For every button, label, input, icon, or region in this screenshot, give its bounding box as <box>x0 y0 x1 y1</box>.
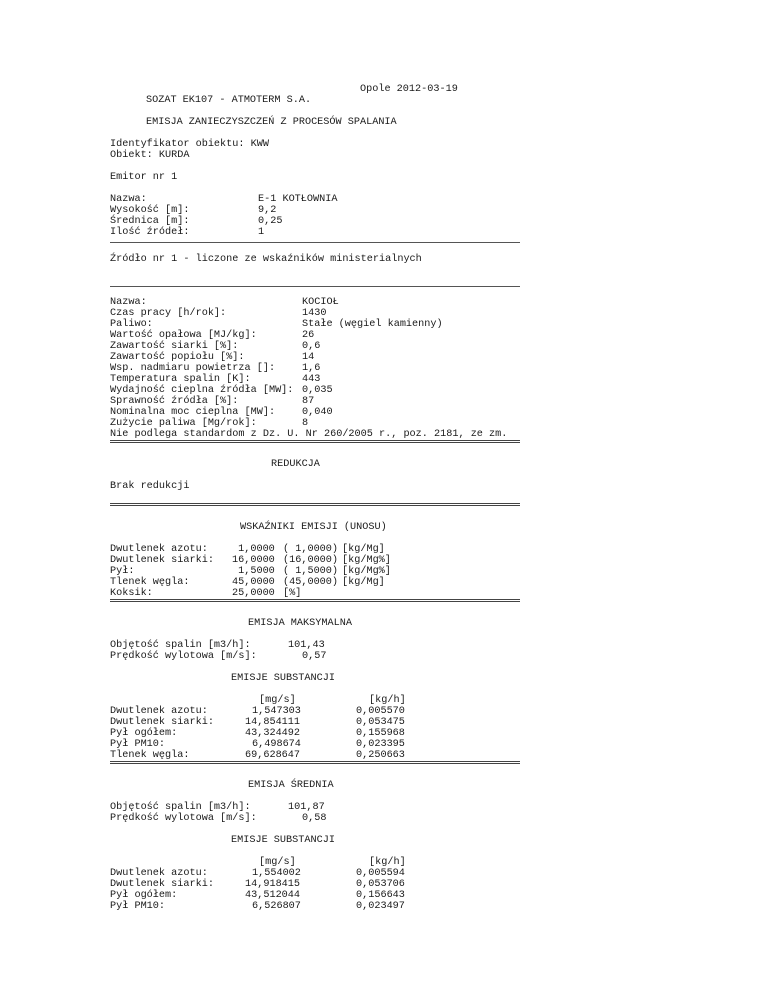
max-unit-mg: [mg/s] <box>259 695 296 706</box>
max-substance-label: Pył ogółem: <box>110 728 178 739</box>
source-value: 87 <box>302 396 315 407</box>
avg-unit-mg: [mg/s] <box>259 857 296 868</box>
avg-substance-label: Pył PM10: <box>110 901 166 912</box>
avg-unit-kg: [kg/h] <box>369 857 406 868</box>
avg-emission-value: 101,87 <box>288 802 325 813</box>
emitter-value: 0,25 <box>258 216 283 227</box>
emitter-label: Ilość źródeł: <box>110 227 190 238</box>
source-value: 8 <box>302 418 309 429</box>
max-substance-kg: 0,250663 <box>356 750 405 761</box>
source-label: Czas pracy [h/rok]: <box>110 308 227 319</box>
indicator-unit: [kg/Mg] <box>342 544 385 555</box>
avg-substance-kg: 0,053706 <box>356 879 405 890</box>
double-divider <box>110 599 520 602</box>
indicator-value: 16,0000 <box>232 555 275 566</box>
object-name: Obiekt: KURDA <box>110 150 190 161</box>
indicator-paren: ( 1,5000) <box>283 566 339 577</box>
avg-substance-label: Dwutlenek azotu: <box>110 868 208 879</box>
source-label: Wsp. nadmiaru powietrza []: <box>110 363 276 374</box>
indicator-unit: [kg/Mg%] <box>342 555 391 566</box>
max-emission-heading: EMISJA MAKSYMALNA <box>248 618 352 629</box>
max-substance-kg: 0,155968 <box>356 728 405 739</box>
max-substance-label: Tlenek węgla: <box>110 750 190 761</box>
source-value: 1,6 <box>302 363 321 374</box>
source-label: Zawartość popiołu [%]: <box>110 352 245 363</box>
max-substance-kg: 0,005570 <box>356 706 405 717</box>
max-substance-mg: 6,498674 <box>252 739 301 750</box>
avg-emission-heading: EMISJA ŚREDNIA <box>248 780 334 791</box>
emitter-label: Nazwa: <box>110 194 147 205</box>
indicator-label: Dwutlenek siarki: <box>110 555 214 566</box>
source-label: Wydajność cieplna źródła [MW]: <box>110 385 294 396</box>
source-value: 0,040 <box>302 407 333 418</box>
indicator-paren: (45,0000) <box>283 577 339 588</box>
avg-substance-mg: 43,512044 <box>245 890 301 901</box>
source-value: 14 <box>302 352 315 363</box>
source-value: 26 <box>302 330 315 341</box>
max-emission-label: Prędkość wylotowa [m/s]: <box>110 651 257 662</box>
indicator-value: 1,5000 <box>232 566 275 577</box>
max-substance-mg: 14,854111 <box>245 717 301 728</box>
double-divider <box>110 761 520 764</box>
indicator-value: 25,0000 <box>232 588 275 599</box>
emitter-value: 1 <box>258 227 265 238</box>
avg-substance-label: Dwutlenek siarki: <box>110 879 214 890</box>
source-value: 443 <box>302 374 321 385</box>
avg-substance-label: Pył ogółem: <box>110 890 178 901</box>
max-emission-value: 101,43 <box>288 640 325 651</box>
avg-substances-heading: EMISJE SUBSTANCJI <box>231 835 335 846</box>
max-substance-mg: 43,324492 <box>245 728 301 739</box>
avg-emission-value: 0,58 <box>302 813 327 824</box>
source-label: Nominalna moc cieplna [MW]: <box>110 407 276 418</box>
max-substance-kg: 0,053475 <box>356 717 405 728</box>
emitter-heading: Emitor nr 1 <box>110 172 178 183</box>
indicators-heading: WSKAŹNIKI EMISJI (UNOSU) <box>240 522 387 533</box>
double-divider <box>110 503 520 506</box>
max-substances-heading: EMISJE SUBSTANCJI <box>231 673 335 684</box>
indicator-paren: (16,0000) <box>283 555 339 566</box>
max-emission-label: Objętość spalin [m3/h]: <box>110 640 251 651</box>
indicator-label: Koksik: <box>110 588 153 599</box>
source-label: Nazwa: <box>110 297 147 308</box>
max-unit-kg: [kg/h] <box>369 695 406 706</box>
double-divider <box>110 440 520 443</box>
source-value: 1430 <box>302 308 327 319</box>
max-substance-label: Dwutlenek azotu: <box>110 706 208 717</box>
max-substance-mg: 69,628647 <box>245 750 301 761</box>
object-identifier: Identyfikator obiektu: KWW <box>110 139 269 150</box>
indicator-unit: [kg/Mg] <box>342 577 385 588</box>
emitter-value: 9,2 <box>258 205 277 216</box>
indicator-value: 1,0000 <box>232 544 275 555</box>
source-label: Temperatura spalin [K]: <box>110 374 251 385</box>
avg-substance-mg: 6,526807 <box>252 901 301 912</box>
max-substance-label: Pył PM10: <box>110 739 166 750</box>
avg-emission-label: Prędkość wylotowa [m/s]: <box>110 813 257 824</box>
emitter-label: Wysokość [m]: <box>110 205 190 216</box>
reduction-text: Brak redukcji <box>110 481 190 492</box>
indicator-unit: [%] <box>283 588 302 599</box>
avg-substance-kg: 0,005594 <box>356 868 405 879</box>
avg-substance-mg: 14,918415 <box>245 879 301 890</box>
source-label: Zawartość siarki [%]: <box>110 341 239 352</box>
indicator-paren: ( 1,0000) <box>283 544 339 555</box>
source-heading: Źródło nr 1 - liczone ze wskaźników ministerialnych <box>110 254 422 265</box>
report-title: EMISJA ZANIECZYSZCZEŃ Z PROCESÓW SPALANIA <box>146 117 397 128</box>
max-substance-mg: 1,547303 <box>252 706 301 717</box>
max-substance-kg: 0,023395 <box>356 739 405 750</box>
indicator-label: Pył: <box>110 566 135 577</box>
avg-emission-label: Objętość spalin [m3/h]: <box>110 802 251 813</box>
divider <box>110 242 520 243</box>
source-label: Wartość opałowa [MJ/kg]: <box>110 330 257 341</box>
max-emission-value: 0,57 <box>302 651 327 662</box>
standards-note: Nie podlega standardom z Dz. U. Nr 260/2005 r., poz. 2181, ze zm. <box>110 429 508 440</box>
source-label: Sprawność źródła [%]: <box>110 396 239 407</box>
indicator-value: 45,0000 <box>232 577 275 588</box>
indicator-label: Dwutlenek azotu: <box>110 544 208 555</box>
emitter-value: E-1 KOTŁOWNIA <box>258 194 338 205</box>
source-value: KOCIOŁ <box>302 297 339 308</box>
report-date: Opole 2012-03-19 <box>360 84 458 95</box>
avg-substance-mg: 1,554002 <box>252 868 301 879</box>
divider <box>110 286 520 287</box>
reduction-heading: REDUKCJA <box>271 459 320 470</box>
company-name: SOZAT EK107 - ATMOTERM S.A. <box>146 95 312 106</box>
source-value: Stałe (węgiel kamienny) <box>302 319 443 330</box>
emitter-label: Średnica [m]: <box>110 216 190 227</box>
source-label: Zużycie paliwa [Mg/rok]: <box>110 418 257 429</box>
indicator-label: Tlenek węgla: <box>110 577 190 588</box>
source-label: Paliwo: <box>110 319 153 330</box>
avg-substance-kg: 0,156643 <box>356 890 405 901</box>
avg-substance-kg: 0,023497 <box>356 901 405 912</box>
source-value: 0,035 <box>302 385 333 396</box>
source-value: 0,6 <box>302 341 321 352</box>
max-substance-label: Dwutlenek siarki: <box>110 717 214 728</box>
indicator-unit: [kg/Mg%] <box>342 566 391 577</box>
